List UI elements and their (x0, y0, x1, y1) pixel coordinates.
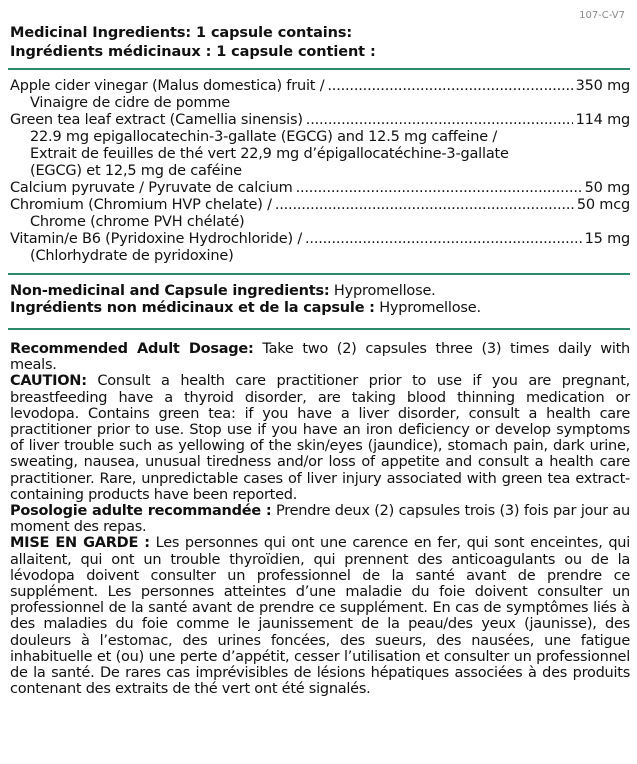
ingredient-subline: (Chlorhydrate de pyridoxine) (30, 248, 234, 264)
dosage-en-text: Take two (2) capsules three (3) times daily with meals. (10, 341, 630, 374)
ingredient-list (10, 78, 630, 265)
ingredient-subline: 22.9 mg epigallocatechin-3-gallate (EGCG) and 12.5 mg caffeine / (30, 129, 498, 145)
ingredient-item (10, 78, 630, 112)
divider-top (8, 68, 630, 70)
ingredient-name: Vitamin/e B6 (Pyridoxine Hydrochloride) / (10, 231, 303, 247)
dosage-english (10, 341, 630, 373)
ingredient-subline: Chrome (chrome PVH chélaté) (30, 214, 245, 230)
ingredient-amount: 114 mg (575, 112, 630, 128)
nonmedicinal-fr-value: Hypromellose. (374, 300, 481, 316)
header-french: Ingrédients médicinaux : 1 capsule contient : (10, 44, 376, 60)
nonmedicinal-en-value: Hypromellose. (329, 283, 436, 299)
ingredient-subline: Extrait de feuilles de thé vert 22,9 mg d’épigallocatéchine-3-gallate (30, 146, 509, 162)
caution-text: Consult a health care practitioner prior to use if you are pregnant, breastfeeding have a thyroid disorder, are taking blood thinning medication or levodopa. Contains green tea: if you have a liver disorder, consult a health care practitioner prior to use. Stop use if you have an iron deficiency or develop symptoms of liver trouble such as yellowing of the skin/eyes (jaundice), stomach pain, dark urine, sweating, nausea, unusual tiredness and/or loss of appetite and consult a health care practitioner. Rare, unpredictable cases of liver injury associated with green tea extract-containing products have been reported. (10, 373, 630, 503)
dot-leader (296, 180, 582, 197)
dosage-fr-label: Posologie adulte recommandée : (10, 503, 272, 520)
dosage-en-label: Recommended Adult Dosage: (10, 341, 254, 357)
ingredient-name: Green tea leaf extract (Camellia sinensis) (10, 112, 303, 128)
ingredient-name: Calcium pyruvate / Pyruvate de calcium (10, 180, 293, 196)
mise-en-garde-text: Les personnes qui ont une carence en fer, qui sont enceintes, qui allaitent, qui ont un trouble thyroïdien, qui prennent des anticoagulants ou de la lévodopa doivent consulter un professionnel de la santé avant de prendre ce supplément. Les personnes atteintes d’une maladie du foie doivent consulter un professionnel de la santé avant de prendre ce supplément. En cas de symptômes liés à des maladies du foie comme le jaunissement de la peau/des yeux (jaunisse), des douleurs à l’estomac, des urines foncées, des sueurs, des nausées, une fatigue inhabituelle et (ou) une perte d’appétit, cesser l’utilisation et consulter un professionnel de la santé. De rares cas imprévisibles de lésions hépatiques associées à des produits contenant des extraits de thé vert ont été signalés. (10, 535, 631, 698)
ingredient-name: Chromium (Chromium HVP chelate) / (10, 197, 272, 213)
ingredient-amount: 15 mg (584, 231, 630, 247)
nonmedicinal-fr-label: Ingrédients non médicinaux et de la capsule : (10, 300, 375, 316)
ingredient-item (10, 180, 630, 197)
caution-label: CAUTION: (10, 373, 87, 390)
header-english: Medicinal Ingredients: 1 capsule contains: (10, 25, 353, 41)
nonmedicinal-en-label: Non-medicinal and Capsule ingredients: (10, 283, 330, 299)
dosage-and-warnings (10, 341, 630, 697)
caution-english (10, 373, 630, 503)
ingredient-item (10, 197, 630, 231)
dot-leader (305, 231, 582, 248)
ingredient-item (10, 231, 630, 265)
medicinal-ingredients-header (10, 24, 630, 62)
caution-french (10, 535, 630, 697)
ingredient-subline: (EGCG) et 12,5 mg de caféine (30, 163, 242, 179)
nonmedicinal-english (10, 283, 630, 300)
ingredient-amount: 50 mcg (576, 197, 630, 213)
mise-en-garde-label: MISE EN GARDE : (10, 535, 150, 552)
nonmedicinal-french (10, 300, 630, 317)
dosage-french (10, 503, 630, 535)
ingredient-amount: 350 mg (575, 78, 630, 94)
nonmedicinal-section (10, 283, 630, 317)
divider-middle (8, 273, 630, 275)
divider-bottom (8, 328, 630, 330)
dot-leader (306, 112, 573, 129)
ingredient-item (10, 112, 630, 180)
label-code: 107-C-V7 (579, 10, 625, 21)
ingredient-amount: 50 mg (584, 180, 630, 196)
ingredient-name: Apple cider vinegar (Malus domestica) fruit / (10, 78, 325, 94)
dot-leader (275, 197, 574, 214)
dot-leader (327, 78, 572, 95)
dosage-fr-text: Prendre deux (2) capsules trois (3) fois par jour au moment des repas. (10, 503, 630, 536)
ingredient-subline: Vinaigre de cidre de pomme (30, 95, 231, 111)
